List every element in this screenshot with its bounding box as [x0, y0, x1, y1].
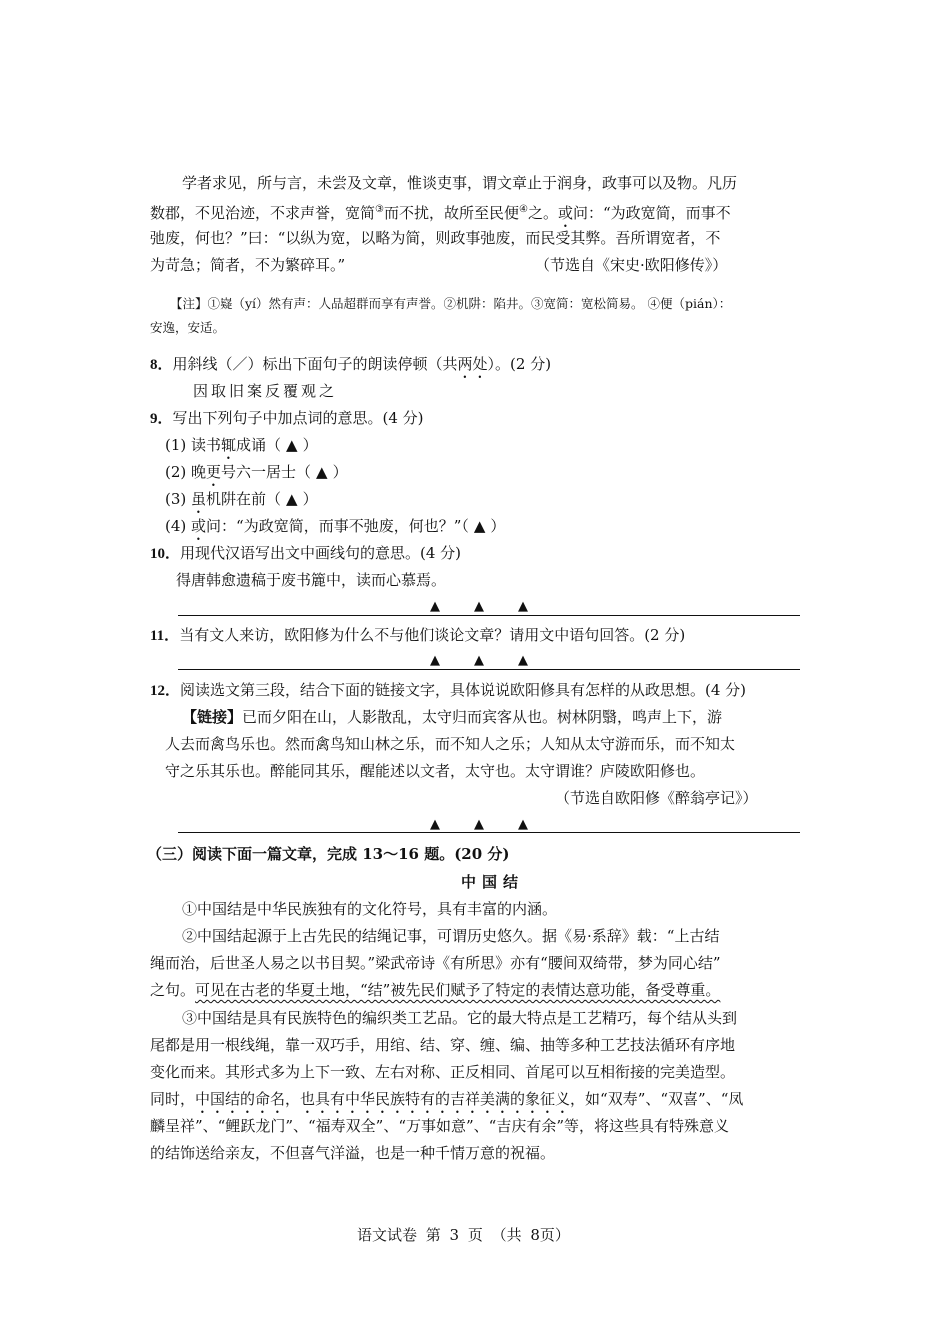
- q10-answer-line: [178, 615, 800, 616]
- q9-item-3: (3) 虽机阱在前（ ▲ ）: [165, 490, 318, 508]
- section-3-heading: （三）阅读下面一篇文章，完成 13～16 题。(20 分): [147, 845, 510, 863]
- q8-sentence: 因取旧案反覆观之: [193, 382, 338, 400]
- article-para-2-line-2: 绳而治，后世圣人易之以书目契。”梁武帝诗《有所思》亦有“腰间双绮带，梦为同心结”: [150, 954, 721, 972]
- article-para-3-line-5: 麟呈祥”、“鲤跃龙门”、“福寿双全”、“万事如意”、“吉庆有余”等，将这些具有特殊意义: [150, 1117, 730, 1135]
- notes-line-1: 【注】①嶷（yí）然有声：人品超群而享有声誉。②机阱：陷井。③宽简：宽松简易。 ④便（pián）：: [170, 296, 732, 311]
- answer-triangle-icon: ▲: [286, 490, 298, 508]
- article-para-3-line-4: 同时，中国结的命名，也具有中华民族特有的吉祥美满的象征义，如“双寿”、“双喜”、“凤: [150, 1090, 744, 1108]
- q11-answer-marks: ▲▲▲: [430, 653, 562, 668]
- passage-line-2: 数郡，不见治迹，不求声誉，宽简③而不扰，故所至民便④之。或问：“为政宽简，而事不: [150, 204, 731, 222]
- question-10: 10．用现代汉语写出文中画线句的意思。(4 分): [150, 544, 462, 562]
- link-text-line-3: 守之乐其乐也。醉能同其乐，醒能述以文者，太守也。太守谓谁？庐陵欧阳修也。: [165, 762, 706, 780]
- q10-answer-marks: ▲▲▲: [430, 599, 562, 614]
- passage-source: （节选自《宋史·欧阳修传》）: [535, 256, 728, 274]
- passage-line-3: 弛废，何也？”曰：“以纵为宽，以略为简，则政事弛废，而民受其弊。吾所谓宽者，不: [150, 229, 721, 247]
- question-12: 12．阅读选文第三段，结合下面的链接文字，具体说说欧阳修具有怎样的从政思想。(4 分): [150, 681, 747, 699]
- article-title: 中国结: [461, 873, 525, 891]
- q11-answer-line: [178, 669, 800, 670]
- answer-triangle-icon: ▲: [286, 436, 298, 454]
- notes-line-2: 安逸，安适。: [150, 320, 226, 335]
- q9-item-2: (2) 晚更号六一居士（ ▲ ）: [165, 463, 348, 481]
- answer-triangle-icon: ▲: [316, 463, 328, 481]
- answer-triangle-icon: ▲: [473, 517, 486, 535]
- article-para-2-line-1: ②中国结起源于上古先民的结绳记事，可谓历史悠久。据《易·系辞》载：“上古结: [182, 927, 720, 945]
- question-11: 11．当有文人来访，欧阳修为什么不与他们谈论文章？请用文中语句回答。(2 分): [150, 626, 686, 644]
- question-8: 8．用斜线（／）标出下面句子的朗读停顿（共两处）。(2 分): [150, 355, 552, 373]
- q12-answer-line: [178, 832, 800, 833]
- passage-line-1: 学者求见，所与言，未尝及文章，惟谈吏事，谓文章止于润身，政事可以及物。凡历: [182, 174, 738, 192]
- q10-sentence: 得唐韩愈遗稿于废书簏中，读而心慕焉。: [176, 571, 447, 589]
- page-footer: 语文试卷 第 3 页 （共 8页）: [357, 1226, 570, 1244]
- link-source: （节选自欧阳修《醉翁亭记》）: [555, 789, 758, 807]
- q9-item-4: (4) 或问：“为政宽简，而事不弛废，何也？”（ ▲ ）: [165, 517, 506, 535]
- article-para-1: ①中国结是中华民族独有的文化符号，具有丰富的内涵。: [182, 900, 558, 918]
- q9-item-1: (1) 读书辄成诵（ ▲ ）: [165, 436, 318, 454]
- passage-line-4: 为苛急；简者，不为繁碎耳。”: [150, 256, 346, 274]
- article-para-3-line-6: 的结饰送给亲友，不但喜气洋溢，也是一种千情万意的祝福。: [150, 1144, 556, 1162]
- q12-answer-marks: ▲▲▲: [430, 817, 562, 832]
- article-para-3-line-1: ③中国结是具有民族特色的编织类工艺品。它的最大特点是工艺精巧，每个结从头到: [182, 1009, 738, 1027]
- link-text-line-2: 人去而禽鸟乐也。然而禽鸟知山林之乐，而不知人之乐；人知从太守游而乐，而不知太: [165, 735, 736, 753]
- question-9: 9．写出下列句子中加点词的意思。(4 分): [150, 409, 424, 427]
- article-para-2-line-3: 之句。可见在古老的华夏土地，“结”被先民们赋予了特定的表情达意功能，备受尊重。: [150, 981, 721, 999]
- article-para-3-line-2: 尾都是用一根线绳，靠一双巧手，用绾、结、穿、缠、编、抽等多种工艺技法循环有序地: [150, 1036, 736, 1054]
- article-para-3-line-3: 变化而来。其形式多为上下一致、左右对称、正反相同、首尾可以互相衔接的完美造型。: [150, 1063, 736, 1081]
- link-text-line-1: 【链接】已而夕阳在山，人影散乱，太守归而宾客从也。树林阴翳，鸣声上下，游: [182, 708, 723, 726]
